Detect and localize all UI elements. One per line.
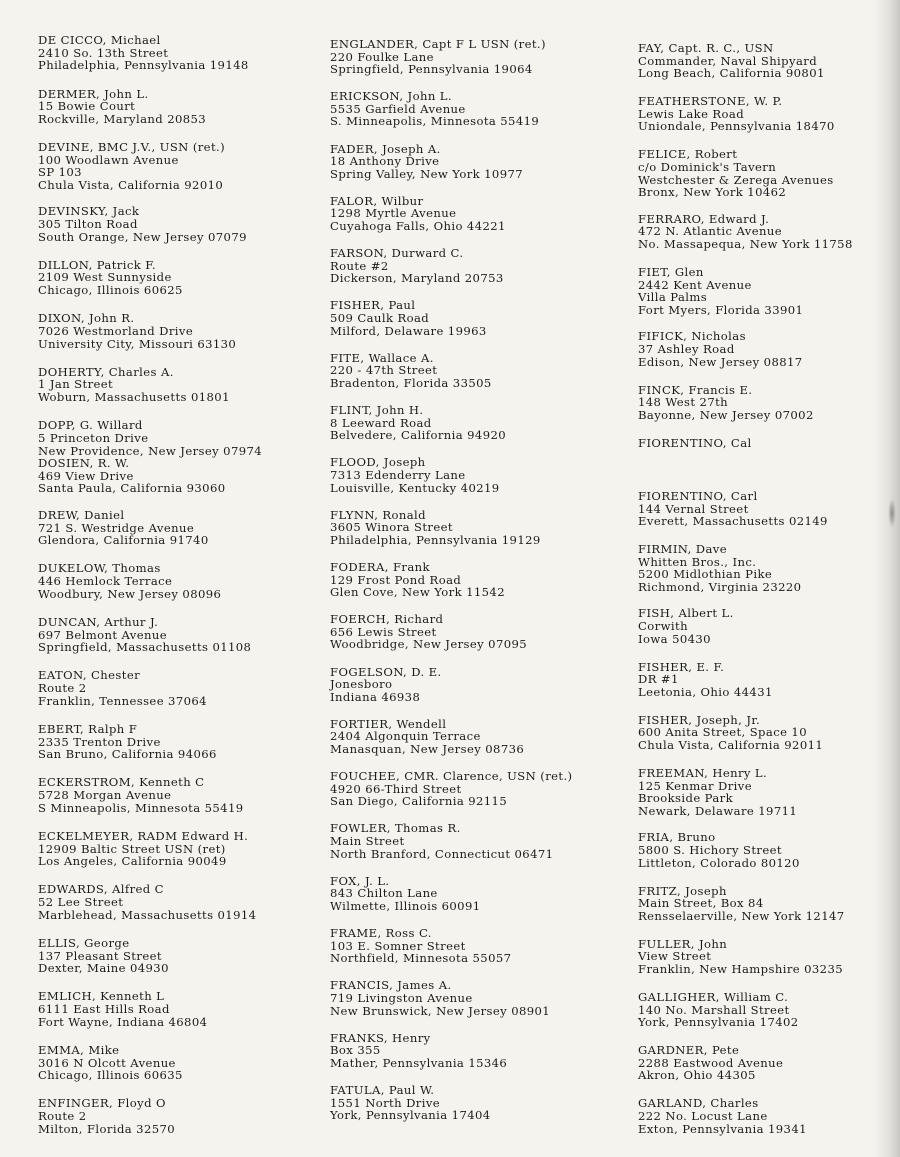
entry-address-line: Chicago, Illinois 60625 [38, 283, 183, 298]
entry-address-line: 12909 Baltic Street USN (ret) [38, 841, 226, 856]
address-entry [638, 266, 878, 330]
entry-address-line: Glen Cove, New York 11542 [330, 585, 505, 600]
entry-address-line: Woodbury, New Jersey 08096 [38, 586, 222, 601]
entry-address-line: York, Pennsylvania 17402 [638, 1015, 799, 1030]
entry-name: EATON, Chester [38, 668, 141, 683]
entry-name: FLYNN, Ronald [330, 507, 426, 522]
address-entry [330, 822, 602, 874]
entry-address-line: 2109 West Sunnyside [38, 270, 172, 285]
entry-address-line: 4920 66-Third Street [330, 781, 462, 796]
entry-name: DOHERTY, Charles A. [38, 364, 174, 379]
address-entry [38, 34, 310, 88]
entry-name: GALLIGHER, William C. [638, 990, 789, 1004]
entry-address-line: Whitten Bros., Inc. [638, 554, 757, 569]
entry-address-line: 8 Leeward Road [330, 415, 432, 430]
entry-address-line: Milford, Delaware 19963 [330, 323, 487, 338]
entry-name: FLINT, John H. [330, 403, 424, 418]
entry-address-line: 305 Tilton Road [38, 216, 138, 231]
address-entry [638, 885, 878, 938]
entry-address-line: 220 Foulke Lane [330, 49, 434, 64]
entry-name: FRANKS, Henry [330, 1030, 431, 1045]
address-entry [38, 830, 310, 884]
address-entry [330, 979, 602, 1031]
address-entry [38, 312, 310, 366]
entry-address-line: 472 N. Atlantic Avenue [638, 224, 782, 239]
entry-address-line: Bradenton, Florida 33505 [330, 375, 492, 390]
address-entry [330, 718, 602, 770]
address-entry [38, 1044, 310, 1098]
directory-column-3 [638, 42, 878, 1151]
entry-name: FRIA, Bruno [638, 830, 716, 845]
entry-name: GARLAND, Charles [638, 1096, 759, 1111]
entry-name: FIORENTINO, Cal [638, 435, 752, 450]
address-entry [638, 991, 878, 1044]
entry-address-line: Northfield, Minnesota 55057 [330, 951, 512, 966]
entry-name: FIFICK, Nicholas [638, 329, 746, 344]
entry-address-line: Jonesboro [330, 677, 393, 692]
entry-name: DILLON, Patrick F. [38, 257, 156, 272]
address-entry [38, 88, 310, 142]
address-entry [38, 366, 310, 420]
address-entry [38, 776, 310, 830]
entry-address-line: 5 Princeton Drive [38, 430, 149, 445]
entry-name: FOERCH, Richard [330, 612, 444, 627]
entry-address-line: 52 Lee Street [38, 895, 124, 910]
entry-name: FULLER, John [638, 936, 728, 951]
entry-address-line: Louisville, Kentucky 40219 [330, 480, 500, 495]
entry-address-line: New Providence, New Jersey 07974 [38, 443, 263, 458]
entry-name: ELLIS, George [38, 935, 130, 950]
entry-address-line: Littleton, Colorado 80120 [638, 855, 800, 870]
entry-name: DUKELOW, Thomas [38, 561, 161, 576]
entry-address-line: 129 Frost Pond Road [330, 572, 462, 587]
entry-name: FOUCHEE, CMR. Clarence, USN (ret.) [330, 769, 573, 784]
entry-name: FRANCIS, James A. [330, 978, 452, 993]
entry-name: FODERA, Frank [330, 559, 430, 574]
entry-address-line: Route 2 [38, 681, 87, 696]
entry-address-line: 600 Anita Street, Space 10 [638, 725, 807, 740]
entry-address-line: Richmond, Virginia 23220 [638, 579, 802, 594]
entry-address-line: Glendora, California 91740 [38, 533, 209, 548]
entry-address-line: New Brunswick, New Jersey 08901 [330, 1003, 551, 1018]
entry-name: FORTIER, Wendell [330, 716, 447, 731]
entry-address-line: c/o Dominick's Tavern [638, 159, 777, 174]
entry-address-line: Edison, New Jersey 08817 [638, 354, 803, 369]
entry-address-line: Route 2 [38, 1109, 87, 1124]
address-entry [330, 352, 602, 404]
entry-address-line: North Branford, Connecticut 06471 [330, 846, 554, 861]
entry-address-line: Springfield, Massachusetts 01108 [38, 640, 252, 655]
page-binding-shadow [874, 0, 900, 1157]
entry-address-line: 103 E. Somner Street [330, 938, 466, 953]
entry-address-line: Los Angeles, California 90049 [38, 854, 227, 869]
entry-name: FRAME, Ross C. [330, 926, 432, 941]
address-entry [330, 927, 602, 979]
entry-name: FISHER, E. F. [638, 659, 725, 674]
entry-address-line: 2288 Eastwood Avenue [638, 1055, 784, 1070]
entry-name: FADER, Joseph A. [330, 141, 441, 156]
directory-column-2 [330, 38, 602, 1136]
address-entry [330, 509, 602, 561]
entry-address-line: 100 Woodlawn Avenue [38, 152, 179, 167]
entry-address-line: 721 S. Westridge Avenue [38, 520, 195, 535]
entry-name: FELICE, Robert [638, 147, 738, 162]
entry-address-line: 144 Vernal Street [638, 501, 749, 516]
entry-address-line: Chula Vista, California 92011 [638, 738, 824, 753]
entry-address-line: Rensselaerville, New York 12147 [638, 908, 845, 923]
entry-name: FALOR, Wilbur [330, 193, 424, 208]
entry-address-line: 509 Caulk Road [330, 311, 430, 326]
entry-address-line: 2404 Algonquin Terrace [330, 729, 481, 744]
address-entry [330, 613, 602, 665]
address-entry [638, 437, 878, 490]
entry-address-line: Chula Vista, California 92010 [38, 177, 224, 192]
entry-address-line: South Orange, New Jersey 07079 [38, 229, 247, 244]
entry-address-line: Rockville, Maryland 20853 [38, 111, 207, 126]
entry-name: DIXON, John R. [38, 311, 135, 326]
entry-name: FIORENTINO, Carl [638, 488, 758, 503]
address-entry [38, 990, 310, 1044]
page-speck [888, 498, 896, 528]
entry-name: GARDNER, Pete [638, 1043, 740, 1058]
entry-address-line: Commander, Naval Shipyard [638, 53, 818, 68]
address-entry [638, 490, 878, 543]
entry-address-line: Fort Myers, Florida 33901 [638, 302, 804, 317]
entry-address-line: 3016 N Olcott Avenue [38, 1055, 176, 1070]
entry-name: ENGLANDER, Capt F L USN (ret.) [330, 37, 546, 51]
entry-name: FREEMAN, Henry L. [638, 766, 768, 781]
entry-address-line: Box 355 [330, 1043, 381, 1058]
entry-address-line: Santa Paula, California 93060 [38, 481, 226, 496]
entry-address-line: Franklin, Tennessee 37064 [38, 693, 207, 708]
address-entry [330, 770, 602, 822]
address-entry [330, 561, 602, 613]
entry-name: FOX, J. L. [330, 873, 390, 888]
entry-address-line: Everett, Massachusetts 02149 [638, 514, 828, 529]
entry-address-line: 2335 Trenton Drive [38, 734, 161, 749]
address-entry [638, 1097, 878, 1150]
entry-address-line: S Minneapolis, Minnesota 55419 [38, 800, 244, 815]
entry-address-line: Fort Wayne, Indiana 46804 [38, 1014, 208, 1029]
entry-address-line: Dexter, Maine 04930 [38, 961, 169, 976]
address-entry [38, 937, 310, 991]
address-entry [330, 456, 602, 508]
entry-address-line: 15 Bowie Court [38, 99, 136, 114]
entry-name: FOGELSON, D. E. [330, 664, 442, 679]
address-entry [38, 669, 310, 723]
entry-address-line: Woodbridge, New Jersey 07095 [330, 637, 528, 652]
address-entry [330, 404, 602, 456]
entry-name: DEVINSKY, Jack [38, 204, 140, 219]
address-entry [638, 767, 878, 831]
entry-address-line: Long Beach, California 90801 [638, 66, 825, 81]
address-entry [38, 205, 310, 259]
entry-address-line: Milton, Florida 32570 [38, 1121, 176, 1136]
address-entry [638, 384, 878, 437]
entry-address-line: Philadelphia, Pennsylvania 19129 [330, 532, 541, 547]
entry-address-line: 2410 So. 13th Street [38, 45, 169, 60]
entry-address-line: S. Minneapolis, Minnesota 55419 [330, 114, 540, 129]
entry-address-line: 843 Chilton Lane [330, 886, 438, 901]
entry-address-line: Springfield, Pennsylvania 19064 [330, 62, 533, 77]
entry-address-line: Cuyahoga Falls, Ohio 44221 [330, 219, 506, 234]
entry-address-line: Route #2 [330, 258, 389, 273]
address-entry [638, 213, 878, 266]
entry-address-line: 5800 S. Hichory Street [638, 843, 782, 858]
entry-address-line: SP 103 [38, 165, 82, 180]
entry-address-line: 5200 Midlothian Pike [638, 567, 773, 582]
address-entry [638, 831, 878, 884]
entry-address-line: 1298 Myrtle Avenue [330, 206, 457, 221]
entry-address-line: York, Pennsylvania 17404 [330, 1108, 491, 1123]
address-entry [38, 883, 310, 937]
entry-address-line: View Street [638, 949, 712, 964]
entry-address-line: 3605 Winora Street [330, 520, 453, 535]
entry-name: DE CICCO, Michael [38, 33, 161, 47]
address-entry [638, 543, 878, 607]
entry-address-line: Marblehead, Massachusetts 01914 [38, 907, 257, 922]
entry-address-line: No. Massapequa, New York 11758 [638, 236, 853, 251]
entry-address-line: Wilmette, Illinois 60091 [330, 898, 481, 913]
entry-name: FOWLER, Thomas R. [330, 821, 461, 836]
entry-address-line: Newark, Delaware 19711 [638, 803, 798, 818]
entry-address-line: Brookside Park [638, 791, 734, 806]
entry-address-line: Main Street [330, 834, 405, 849]
address-entry [638, 607, 878, 660]
entry-address-line: 5535 Garfield Avenue [330, 101, 466, 116]
entry-address-line: 125 Kenmar Drive [638, 778, 752, 793]
entry-name: ECKERSTROM, Kenneth C [38, 775, 205, 790]
entry-name: EMLICH, Kenneth L [38, 989, 165, 1004]
entry-address-line: 7026 Westmorland Drive [38, 323, 194, 338]
entry-address-line: 148 West 27th [638, 395, 729, 410]
address-entry [330, 143, 602, 195]
entry-address-line: San Bruno, California 94066 [38, 747, 217, 762]
entry-address-line: Philadelphia, Pennsylvania 19148 [38, 58, 249, 73]
address-entry [330, 666, 602, 718]
entry-address-line: 469 View Drive [38, 468, 134, 483]
entry-address-line: 656 Lewis Street [330, 624, 437, 639]
entry-name: FIET, Glen [638, 264, 704, 279]
entry-address-line: 18 Anthony Drive [330, 154, 440, 169]
entry-name: FIRMIN, Dave [638, 542, 727, 557]
address-entry [330, 38, 602, 90]
address-entry [638, 148, 878, 212]
entry-address-line: Woburn, Massachusetts 01801 [38, 390, 230, 405]
entry-address-line: DR #1 [638, 672, 679, 687]
entry-address-line: Westchester & Zerega Avenues [638, 172, 834, 187]
address-entry [638, 330, 878, 383]
entry-name: DEVINE, BMC J.V., USN (ret.) [38, 140, 226, 154]
entry-name: DERMER, John L. [38, 86, 149, 101]
entry-name: FRITZ, Joseph [638, 883, 727, 898]
address-entry [638, 95, 878, 148]
address-entry [38, 259, 310, 313]
entry-address-line: 137 Pleasant Street [38, 948, 162, 963]
entry-name: FEATHERSTONE, W. P. [638, 94, 783, 109]
entry-address-line: 140 No. Marshall Street [638, 1002, 790, 1017]
address-entry [638, 1044, 878, 1097]
entry-name: ENFINGER, Floyd O [38, 1096, 166, 1111]
entry-name: DREW, Daniel [38, 507, 125, 522]
entry-name: ECKELMEYER, RADM Edward H. [38, 828, 249, 843]
entry-address-line: Indiana 46938 [330, 689, 421, 704]
entry-address-line: University City, Missouri 63130 [38, 336, 237, 351]
address-entry [38, 509, 310, 563]
address-entry [38, 562, 310, 616]
entry-address-line: Lewis Lake Road [638, 106, 745, 121]
entry-name: EDWARDS, Alfred C [38, 882, 164, 897]
entry-address-line: 697 Belmont Avenue [38, 627, 167, 642]
entry-name: EMMA, Mike [38, 1042, 120, 1057]
address-entry [330, 247, 602, 299]
address-entry [638, 714, 878, 767]
entry-address-line: Bayonne, New Jersey 07002 [638, 407, 814, 422]
entry-name: DUNCAN, Arthur J. [38, 614, 159, 629]
address-entry [330, 90, 602, 142]
entry-name: FINCK, Francis E. [638, 382, 753, 397]
entry-address-line: Iowa 50430 [638, 631, 711, 646]
entry-address-line: Chicago, Illinois 60635 [38, 1068, 183, 1083]
entry-address-line: Manasquan, New Jersey 08736 [330, 742, 525, 757]
entry-address-line: Corwith [638, 619, 688, 634]
entry-address-line: 1551 North Drive [330, 1095, 441, 1110]
address-entry [38, 141, 310, 205]
entry-address-line: Uniondale, Pennsylvania 18470 [638, 119, 835, 134]
entry-name: EBERT, Ralph F [38, 721, 138, 736]
entry-address-line: Bronx, New York 10462 [638, 185, 787, 200]
entry-name: FISHER, Joseph, Jr. [638, 712, 761, 727]
address-entry [330, 1084, 602, 1136]
address-entry [638, 661, 878, 714]
entry-name: FATULA, Paul W. [330, 1082, 435, 1097]
entry-address-line: Villa Palms [638, 290, 708, 305]
entry-address-line: Franklin, New Hampshire 03235 [638, 962, 843, 976]
entry-name: FERRARO, Edward J. [638, 211, 770, 226]
entry-address-line: 7313 Edenderry Lane [330, 467, 466, 482]
entry-address-line: Akron, Ohio 44305 [638, 1068, 756, 1083]
entry-address-line: 6111 East Hills Road [38, 1002, 170, 1017]
entry-address-line: 1 Jan Street [38, 377, 114, 392]
entry-name: ERICKSON, John L. [330, 89, 452, 104]
address-entry [330, 875, 602, 927]
entry-address-line: 37 Ashley Road [638, 341, 735, 356]
entry-address-line: 446 Hemlock Terrace [38, 574, 173, 589]
address-entry [330, 1032, 602, 1084]
entry-address-line: 220 - 47th Street [330, 363, 438, 378]
address-entry [38, 1097, 310, 1151]
entry-address-line: Main Street, Box 84 [638, 896, 764, 911]
address-entry [38, 616, 310, 670]
entry-address-line: Spring Valley, New York 10977 [330, 166, 524, 181]
entry-address-line: 719 Livingston Avenue [330, 990, 473, 1005]
address-entry [38, 723, 310, 777]
entry-name: FARSON, Durward C. [330, 246, 464, 261]
address-entry [330, 195, 602, 247]
address-entry [38, 419, 310, 509]
entry-address-line: 5728 Morgan Avenue [38, 788, 172, 803]
entry-address-line: 222 No. Locust Lane [638, 1108, 768, 1123]
address-entry [330, 299, 602, 351]
entry-name: FISHER, Paul [330, 298, 416, 313]
entry-address-line: Exton, Pennsylvania 19341 [638, 1121, 807, 1136]
entry-name: FISH, Albert L. [638, 606, 734, 621]
entry-address-line: Leetonia, Ohio 44431 [638, 684, 773, 699]
entry-name: FLOOD, Joseph [330, 455, 426, 470]
entry-address-line: Mather, Pennsylvania 15346 [330, 1055, 508, 1070]
entry-address-line: San Diego, California 92115 [330, 794, 508, 809]
entry-address-line: Belvedere, California 94920 [330, 428, 507, 443]
entry-name: FITE, Wallace A. [330, 350, 434, 365]
entry-name: DOPP, G. Willard [38, 418, 143, 433]
directory-column-1 [38, 34, 310, 1151]
entry-address-line: Dickerson, Maryland 20753 [330, 271, 504, 286]
entry-address-line: DOSIEN, R. W. [38, 456, 130, 471]
entry-name: FAY, Capt. R. C., USN [638, 41, 774, 55]
address-entry [638, 42, 878, 95]
address-entry [638, 938, 878, 991]
entry-address-line: 2442 Kent Avenue [638, 277, 752, 292]
